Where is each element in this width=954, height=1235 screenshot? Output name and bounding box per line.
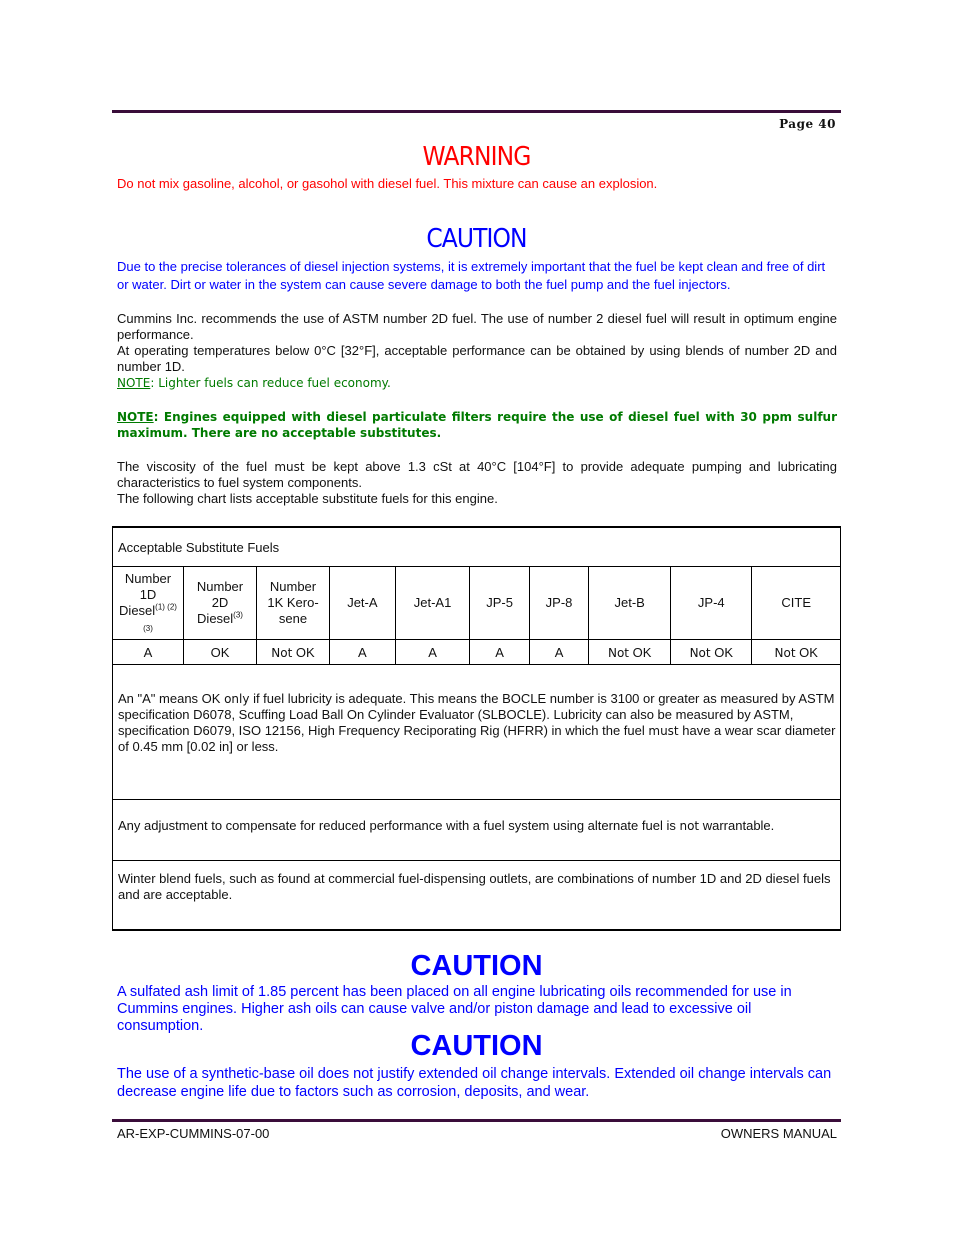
value-jp-5: A: [470, 640, 529, 665]
bottom-rule: [112, 1119, 841, 1122]
caution-synthetic-text: The use of a synthetic-base oil does not justify extended oil change intervals. Extended oil change intervals can decrease engine life due to factors such as corrosion, deposits, and wear.: [117, 1066, 832, 1100]
caution-ash-text: A sulfated ash limit of 1.85 percent has been placed on all engine lubricating oils recommended for use in Cummins engines. Higher ash oils can cause valve and/or piston damage and lead to excessive oil consumption.: [117, 984, 792, 1034]
note-label: NOTE: [117, 410, 154, 424]
lubricity-text-b: if fuel lubricity is adequate. This means the BOCLE number is 3100 or greater as measured by ASTM specification D6078, Scuffing Load Ball On Cylinder Evaluator (SLBOCLE). Lubricity can also be measured by ASTM, specification D6079, ISO 12156, High Frequency Reciporating Rig (HFRR) in which the fuel: [118, 691, 835, 738]
lubricity-must: must: [648, 724, 679, 738]
col-jet-b: Jet-B: [589, 567, 671, 640]
col-number-2d-diesel: [184, 567, 257, 640]
note-warranty: [113, 800, 841, 861]
value-jet-a1: A: [395, 640, 470, 665]
value-not: Not: [774, 645, 796, 660]
warning-text: Do not mix gasoline, alcohol, or gasohol with diesel fuel. This mixture can cause an explosion.: [117, 176, 658, 191]
note-label: NOTE: [117, 376, 151, 390]
col-cite: CITE: [752, 567, 841, 640]
value-number-2d: OK: [184, 640, 257, 665]
col2-line-c: Diesel: [197, 611, 234, 626]
value-not: Not: [271, 645, 293, 660]
col-number-1k-kerosene: [257, 567, 330, 640]
col1-footnote: (1) (2): [155, 602, 177, 612]
col1-line-a: Number: [124, 571, 172, 586]
lubricity-only: only: [224, 692, 250, 706]
col1-line-c: Diesel: [119, 603, 156, 618]
col-jp-5: JP-5: [470, 567, 529, 640]
viscosity-must: must: [274, 460, 305, 474]
paragraph-chart-intro: The following chart lists acceptable substitute fuels for this engine.: [117, 491, 498, 506]
paragraph-viscosity: [117, 459, 837, 491]
table-title: Acceptable Substitute Fuels: [113, 527, 841, 567]
paragraph-fuel-recommendation: Cummins Inc. recommends the use of ASTM number 2D fuel. The use of number 2 diesel fuel will result in optimum engine performance.: [117, 311, 837, 342]
substitute-fuels-table: [112, 526, 841, 931]
caution-text: Due to the precise tolerances of diesel injection systems, it is extremely important that the fuel be kept clean and free of dirt or water. Dirt or water in the system can cause severe damage to both the fuel pump and the fuel injectors.: [117, 259, 826, 292]
manual-title: OWNERS MANUAL: [720, 1126, 837, 1141]
lubricity-text-a: An "A" means OK: [118, 691, 225, 706]
col3-line-b: 1K Kero-: [267, 595, 319, 610]
note-lighter-fuels: [117, 375, 837, 391]
document-code: AR-EXP-CUMMINS-07-00: [117, 1126, 270, 1141]
table-header-row: [113, 567, 841, 640]
value-jet-a: A: [330, 640, 396, 665]
col-jet-a: Jet-A: [330, 567, 396, 640]
col-jp-8: JP-8: [529, 567, 588, 640]
col2-line-a: Number: [196, 579, 244, 594]
caution-title: CAUTION: [426, 224, 527, 254]
value-ok: OK: [795, 644, 818, 660]
caution-synthetic-title: CAUTION: [410, 1030, 543, 1062]
note-text: : Lighter fuels can reduce fuel economy.: [150, 376, 391, 390]
col1-line-b: 1D: [139, 587, 157, 602]
value-not: Not: [689, 645, 711, 660]
value-cite: [752, 640, 841, 665]
col2-footnote: (3): [233, 610, 243, 620]
table-values-row: [113, 640, 841, 665]
value-ok: OK: [292, 644, 315, 660]
col1-footnote-2: (3): [143, 624, 153, 633]
value-not: Not: [607, 645, 629, 660]
note-winter-blend: Winter blend fuels, such as found at commercial fuel-dispensing outlets, are combinations of number 1D and 2D diesel fuels and are acceptable.: [113, 861, 841, 931]
warning-title: WARNING: [422, 142, 531, 172]
note-particulate-filters: [117, 409, 837, 441]
col3-line-a: Number: [269, 579, 317, 594]
viscosity-text-b: be kept above 1.3 cSt at 40°C [104°F] to provide adequate pumping and lubricating characteristics to fuel system components.: [117, 459, 838, 490]
warranty-text-b: warrantable.: [699, 818, 775, 833]
value-ok: OK: [629, 644, 652, 660]
page-number: Page 40: [779, 117, 836, 131]
lubricity-text-c: have a wear scar diameter of 0.45 mm [0.02 in] or less.: [118, 723, 836, 754]
warranty-not: not: [679, 819, 700, 833]
value-jet-b: [589, 640, 671, 665]
col3-line-c: sene: [278, 611, 308, 626]
top-rule: [112, 110, 841, 113]
col2-line-b: 2D: [211, 595, 229, 610]
col-number-1d-diesel: [113, 567, 184, 640]
paragraph-operating-temperatures: At operating temperatures below 0°C [32°F], acceptable performance can be obtained by using blends of number 2D and number 1D.: [117, 343, 837, 374]
col-jet-a1: Jet-A1: [395, 567, 470, 640]
value-jp-4: [671, 640, 752, 665]
col-jp-4: JP-4: [671, 567, 752, 640]
value-number-1d: A: [113, 640, 184, 665]
note-lubricity: [113, 665, 841, 800]
value-kerosene: [257, 640, 330, 665]
warranty-text-a: Any adjustment to compensate for reduced performance with a fuel system using alternate fuel is: [118, 818, 680, 833]
value-jp-8: A: [529, 640, 588, 665]
caution-ash-title: CAUTION: [410, 950, 543, 982]
viscosity-text-a: The viscosity of the fuel: [117, 459, 275, 474]
value-ok: OK: [710, 644, 733, 660]
note-text: : Engines equipped with diesel particulate filters require the use of diesel fuel with 30 ppm sulfur maximum. There are no acceptable substitutes.: [117, 410, 837, 440]
